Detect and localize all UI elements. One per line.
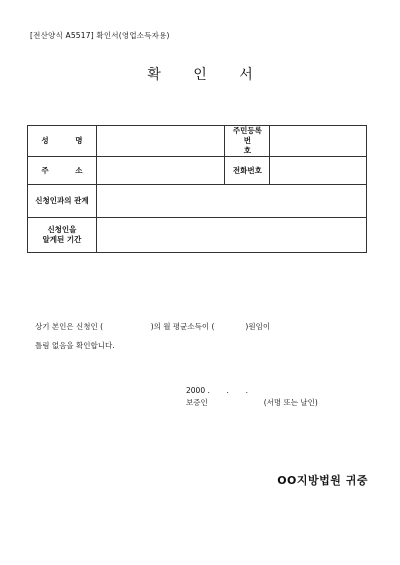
period-label-line2: 알게된 기간 (42, 235, 82, 244)
statement-line-1: 상기 본인은 신청인 ( )의 월 평균소득이 ( )원임이 (35, 322, 271, 331)
signature-line (186, 397, 318, 408)
rrn-label-line1: 주민등록 (232, 126, 262, 135)
period-field[interactable] (96, 218, 366, 253)
document-title: 확 인 서 (147, 67, 267, 83)
relation-field[interactable] (96, 185, 366, 218)
court-addressee: OO지방법원 귀중 (277, 474, 368, 487)
address-label: 주 소 (28, 157, 97, 185)
phone-label: 전화번호 (225, 157, 270, 185)
relation-label: 신청인과의 관계 (28, 185, 97, 218)
name-field[interactable] (96, 126, 225, 157)
name-label: 성 명 (28, 126, 97, 157)
rrn-label-line2: 번 호 (243, 136, 261, 155)
period-label-line1: 신청인을 (47, 225, 77, 234)
address-field[interactable] (96, 157, 225, 185)
rrn-label (225, 126, 270, 157)
period-label (28, 218, 97, 253)
signature-date: 2000 . . . (186, 386, 248, 395)
table-row-address (28, 157, 367, 185)
phone-field[interactable] (270, 157, 367, 185)
form-code: [전산양식 A5517] 확인서(영업소득자용) (30, 31, 170, 40)
statement-line-2: 틀림 없음을 확인합니다. (35, 341, 115, 350)
rrn-field[interactable] (270, 126, 367, 157)
sign-note: (서명 또는 날인) (263, 398, 318, 407)
table-row-relation (28, 185, 367, 218)
guarantor-label: 보증인 (186, 398, 208, 407)
applicant-info-table (27, 125, 367, 253)
table-row-name (28, 126, 367, 157)
table-row-period (28, 218, 367, 253)
